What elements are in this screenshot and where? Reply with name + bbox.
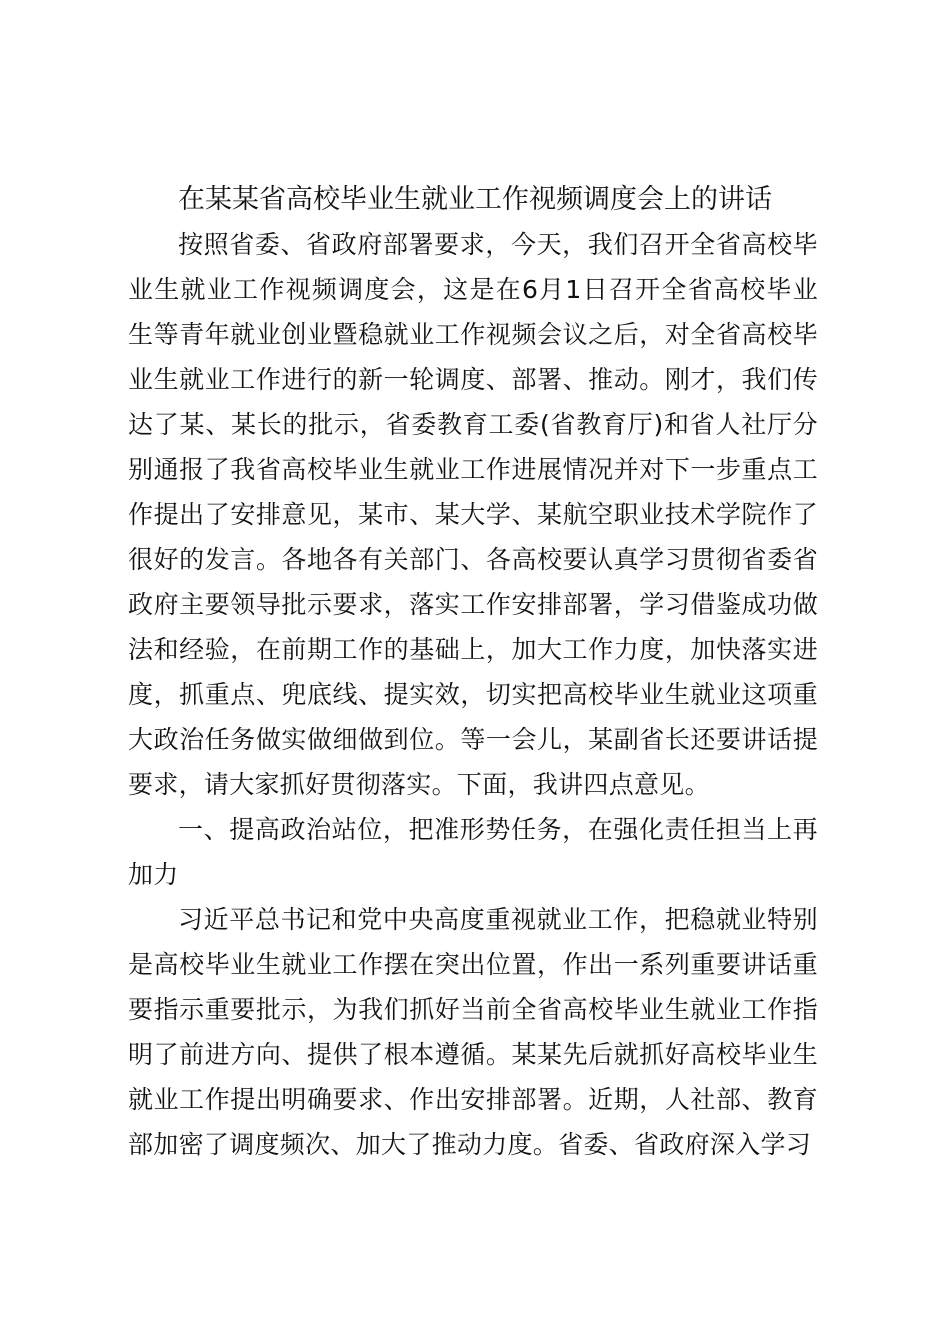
document-title: 在某某省高校毕业生就业工作视频调度会上的讲话 (178, 184, 772, 215)
document-body (128, 222, 818, 1167)
paragraph-section-1: 习近平总书记和党中央高度重视就业工作，把稳就业特别是高校毕业生就业工作摆在突出位置，作出一系列重要讲话重要指示重要批示，为我们抓好当前全省高校毕业生就业工作指明了前进方向、提供了根本遵循。某某先后就抓好高校毕业生就业工作提出明确要求、作出安排部署。近期，人社部、教育部加密了调度频次、加大了推动力度。省委、省政府深入学习 (128, 905, 818, 1159)
paragraph-intro: 按照省委、省政府部署要求，今天，我们召开全省高校毕业生就业工作视频调度会，这是在6月1日召开全省高校毕业生等青年就业创业暨稳就业工作视频会议之后，对全省高校毕业生就业工作进行的新一轮调度、部署、推动。刚才，我们传达了某、某长的批示，省委教育工委(省教育厅)和省人社厅分别通报了我省高校毕业生就业工作进展情况并对下一步重点工作提出了安排意见，某市、某大学、某航空职业技术学院作了很好的发言。各地各有关部门、各高校要认真学习贯彻省委省政府主要领导批示要求，落实工作安排部署，学习借鉴成功做法和经验，在前期工作的基础上，加大工作力度，加快落实进度，抓重点、兜底线、提实效，切实把高校毕业生就业这项重大政治任务做实做细做到位。等一会儿，某副省长还要讲话提要求，请大家抓好贯彻落实。下面，我讲四点意见。 (128, 230, 818, 799)
section-heading-1: 一、提高政治站位，把准形势任务，在强化责任担当上再加力 (128, 815, 818, 889)
